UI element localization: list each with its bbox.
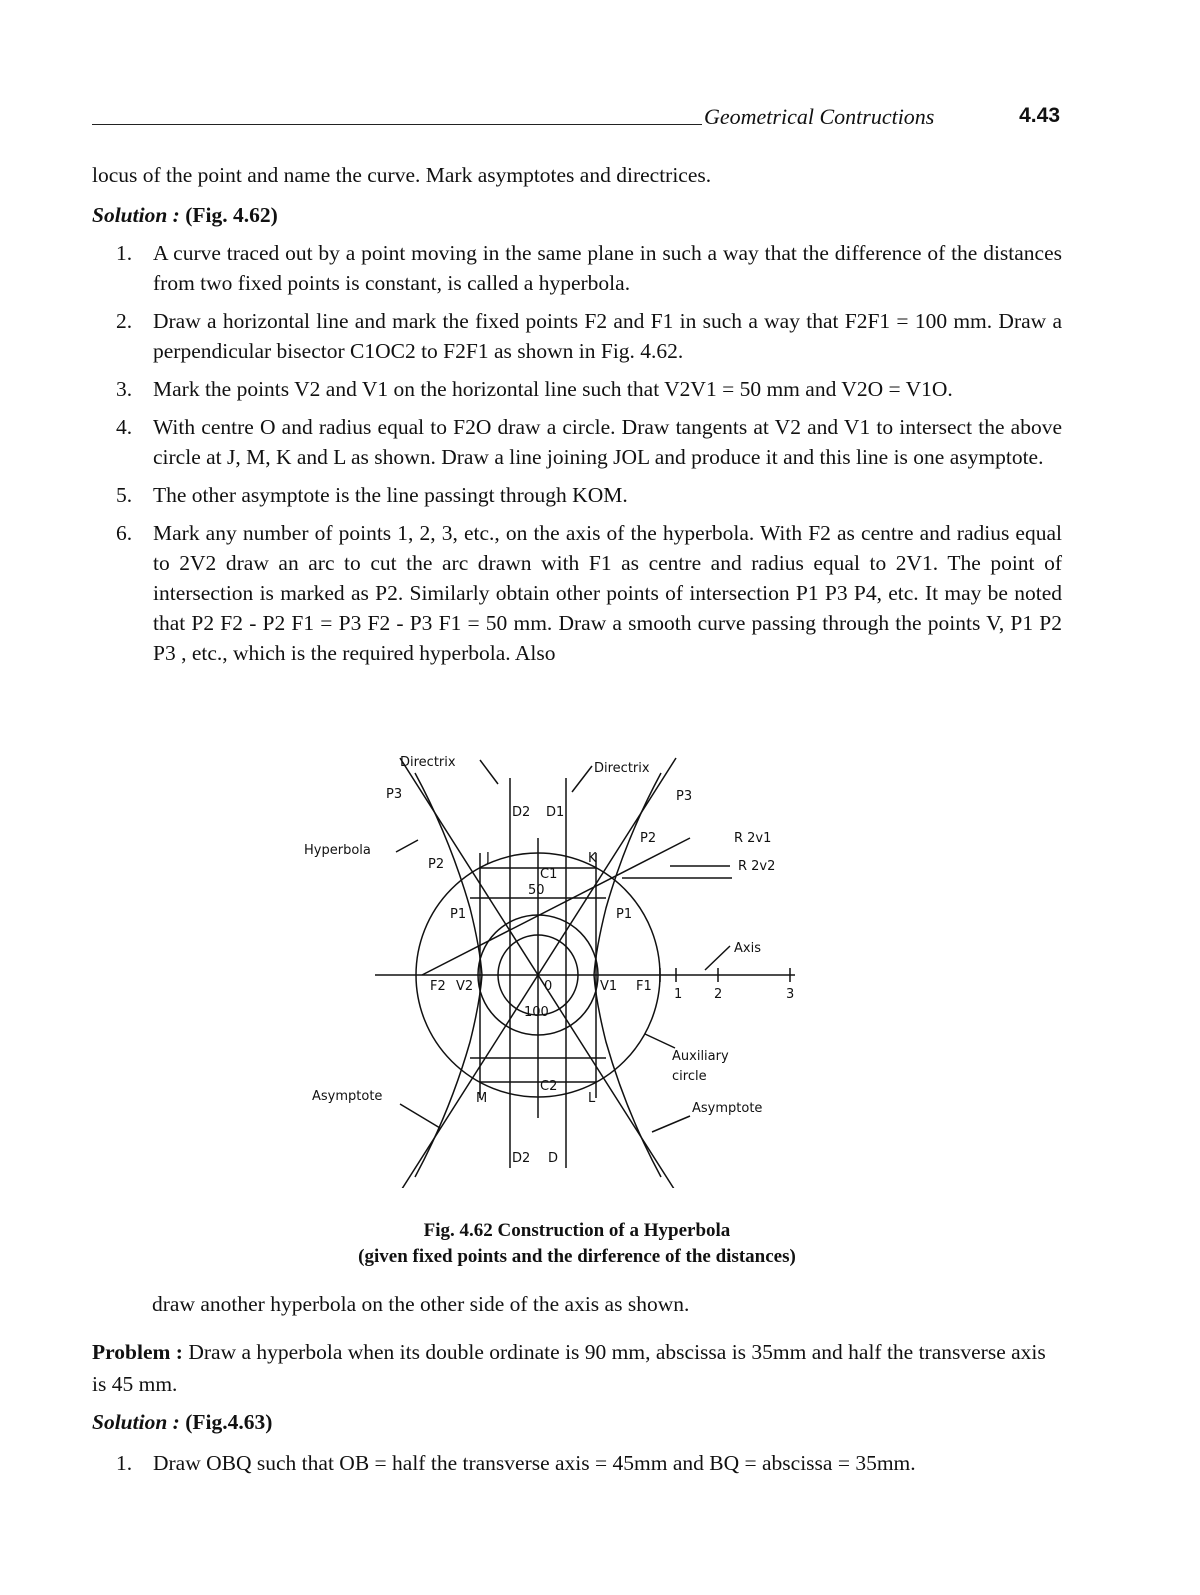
point-label: D2 — [512, 1151, 531, 1166]
point-label: D — [548, 1151, 559, 1166]
step-text: A curve traced out by a point moving in the same plane in such a way that the difference of the distances from two fixed points is constant, is called a hyperbola. — [153, 241, 1062, 295]
point-label: K — [588, 851, 597, 866]
leader-line — [652, 1116, 690, 1132]
auxiliary-label: Auxiliary — [672, 1049, 729, 1064]
point-label: P1 — [450, 907, 467, 922]
solution-ref: (Fig.4.63) — [185, 1410, 273, 1434]
leader-line — [705, 946, 730, 970]
page-header — [92, 104, 1068, 130]
step-number: 3. — [116, 377, 133, 401]
list-item — [92, 238, 1062, 298]
step-number: 2. — [116, 309, 133, 333]
list-item — [92, 480, 1062, 510]
step-text: Draw a horizontal line and mark the fixed points F2 and F1 in such a way that F2F1 = 100 mm. Draw a perpendicular bisector C1OC2 to F2F1 as shown in Fig. 4.62. — [153, 309, 1062, 363]
step-number: 6. — [116, 521, 133, 545]
solution-label: Solution : — [92, 1410, 180, 1434]
intro-text: locus of the point and name the curve. Mark asymptotes and directrices. — [92, 163, 712, 187]
continuation-text: draw another hyperbola on the other side of the axis as shown. — [152, 1292, 690, 1316]
point-label: M — [476, 1091, 488, 1106]
header-rule — [92, 124, 702, 125]
point-label: P3 — [676, 789, 693, 804]
solution-label: Solution : — [92, 203, 180, 227]
point-label: F2 — [430, 979, 446, 994]
solution-ref: (Fig. 4.62) — [185, 203, 278, 227]
step-number: 5. — [116, 483, 133, 507]
page-number: 4.43 — [1019, 104, 1060, 127]
point-label: V2 — [456, 979, 474, 994]
hyperbola-label: Hyperbola — [304, 843, 371, 858]
directrix-label: Directrix — [400, 755, 456, 770]
dimension-label: 100 — [524, 1005, 549, 1020]
point-label: F1 — [636, 979, 652, 994]
asymptote-label: Asymptote — [692, 1101, 763, 1116]
tick-label: 1 — [674, 987, 683, 1002]
step-number: 1. — [116, 1451, 133, 1475]
problem-statement — [92, 1336, 1062, 1400]
point-label: 0 — [544, 979, 553, 994]
figure-caption — [92, 1218, 1062, 1270]
tick-label: 3 — [786, 987, 795, 1002]
problem-label: Problem : — [92, 1340, 183, 1364]
solution-heading — [92, 200, 1062, 230]
step-text: Mark any number of points 1, 2, 3, etc., on the axis of the hyperbola. With F2 as centre and radius equal to 2V2 draw an arc to cut the arc drawn with F1 as centre and radius equal to 2V1. The point of intersection is marked as P2. Similarly obtain other points of intersection P1 P3 P4, etc. It may be noted that P2 F2 - P2 F1 = P3 F2 - P3 F1 = 50 mm. Draw a smooth curve passing through the points V, P1 P2 P3 , etc., which is the required hyperbola. Also — [153, 521, 1062, 665]
leader-line — [572, 766, 592, 792]
list-item — [92, 374, 1062, 404]
list-item — [92, 306, 1062, 366]
leader-line — [396, 840, 418, 852]
point-label: P2 — [640, 831, 657, 846]
list-item — [92, 412, 1062, 472]
radius-label: R 2v1 — [734, 831, 772, 846]
radius-label: R 2v2 — [738, 859, 776, 874]
caption-title: Fig. 4.62 Construction of a Hyperbola — [423, 1220, 731, 1241]
step-text: Mark the points V2 and V1 on the horizontal line such that V2V1 = 50 mm and V2O = V1O. — [153, 377, 953, 401]
list-item — [92, 518, 1062, 668]
step-text: With centre O and radius equal to F2O draw a circle. Draw tangents at V2 and V1 to intersect the above circle at J, M, K and L as shown. Draw a line joining JOL and produce it and this line is one asymptote. — [153, 415, 1062, 469]
point-label: D1 — [546, 805, 565, 820]
tick-label: 2 — [714, 987, 723, 1002]
point-label: V1 — [600, 979, 618, 994]
steps-list — [92, 238, 1062, 676]
directrix-label: Directrix — [594, 761, 650, 776]
point-label: C1 — [540, 867, 558, 882]
point-label: D2 — [512, 805, 531, 820]
solution-heading-2 — [92, 1410, 272, 1435]
leader-line — [480, 760, 498, 784]
chapter-title: Geometrical Contructions — [704, 104, 935, 129]
dimension-label: 50 — [528, 883, 545, 898]
leader-line — [645, 1034, 675, 1048]
hyperbola-figure — [300, 748, 820, 1188]
point-label: P2 — [428, 857, 445, 872]
construction-diagram — [300, 748, 820, 1188]
leader-line — [400, 1104, 440, 1128]
problem-text: Draw a hyperbola when its double ordinate is 90 mm, abscissa is 35mm and half the transverse axis is 45 mm. — [92, 1340, 1046, 1396]
caption-subtitle: (given fixed points and the dirference of the distances) — [358, 1246, 796, 1267]
point-label: P1 — [616, 907, 633, 922]
step-number: 1. — [116, 241, 133, 265]
step-number: 4. — [116, 415, 133, 439]
point-label: L — [588, 1091, 596, 1106]
axis-label: Axis — [734, 941, 761, 956]
circle-label: circle — [672, 1069, 707, 1084]
point-label: P3 — [386, 787, 403, 802]
asymptote-label: Asymptote — [312, 1089, 383, 1104]
step-text: The other asymptote is the line passingt through KOM. — [153, 483, 628, 507]
point-label: C2 — [540, 1079, 558, 1094]
step-text: Draw OBQ such that OB = half the transverse axis = 45mm and BQ = abscissa = 35mm. — [153, 1451, 916, 1475]
point-label: J — [486, 851, 490, 866]
list-item — [92, 1448, 1062, 1478]
